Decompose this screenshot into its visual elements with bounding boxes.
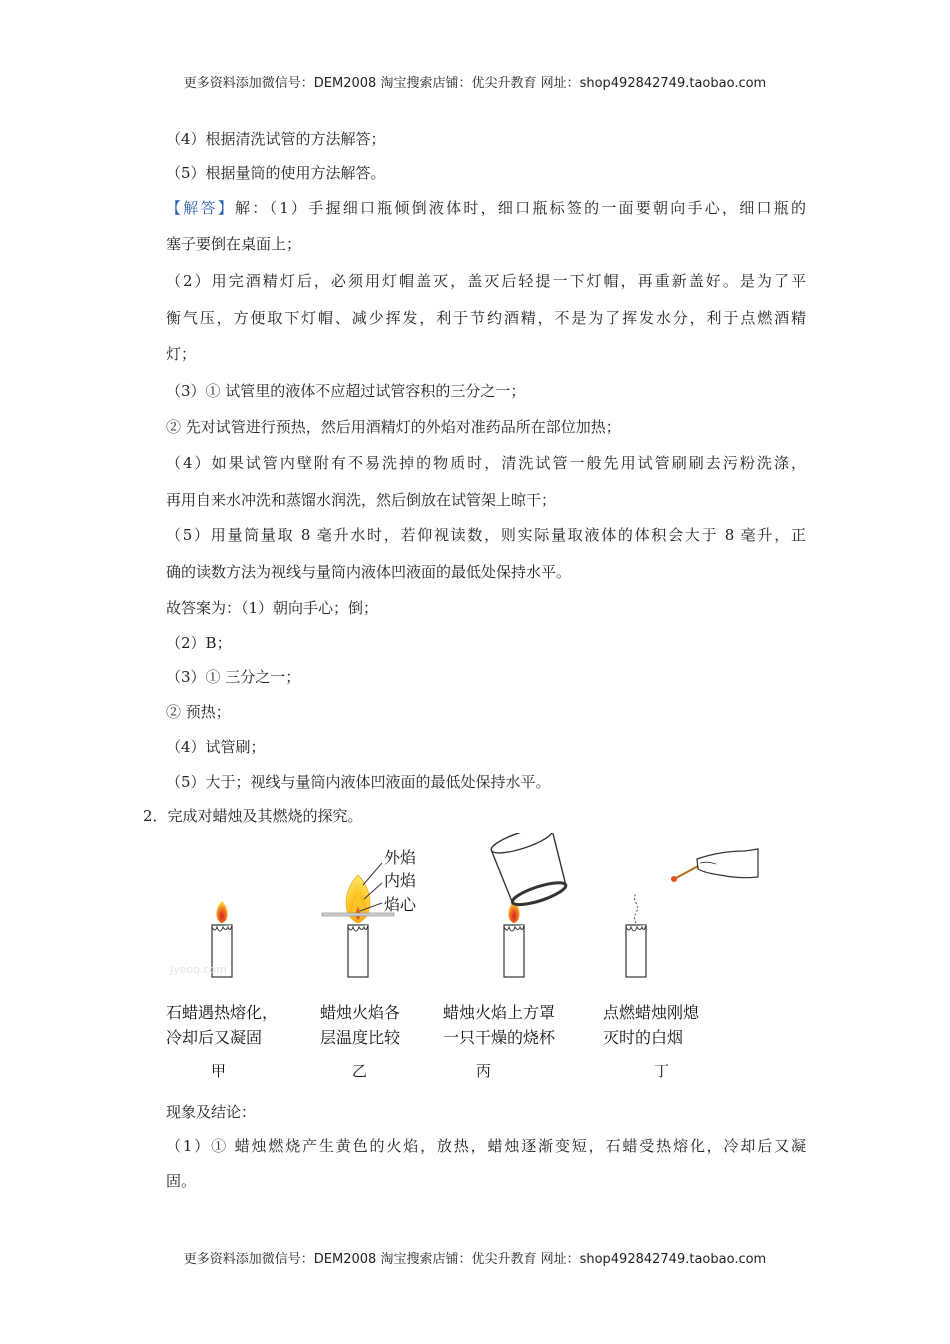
flame-label-outer: 外焰 (384, 848, 417, 867)
final-answer-line: （5）大于；视线与量筒内液体凹液面的最低处保持水平。 (166, 773, 551, 791)
answer-line: 衡气压，方便取下灯帽、减少挥发，利于节约酒精，不是为了挥发水分，利于点燃酒精 (166, 309, 806, 327)
answer-line: （2）用完酒精灯后，必须用灯帽盖灭，盖灭后轻提一下灯帽，再重新盖好。是为了平 (166, 272, 806, 290)
final-answer-line: 故答案为：（1）朝向手心；倒； (166, 599, 379, 617)
candle-experiment-figure (160, 833, 770, 983)
observation-heading: 现象及结论： (166, 1103, 257, 1121)
page-footer: 更多资料添加微信号：DEM2008 淘宝搜索店铺：优尖升教育 网址：shop492842749.taobao.com (183, 1252, 767, 1267)
answer-line: 确的读数方法为视线与量筒内液体凹液面的最低处保持水平。 (166, 563, 572, 581)
hand-icon (697, 849, 758, 878)
final-answer-line: ② 预热； (166, 703, 231, 721)
candle-bing (489, 833, 572, 977)
figure-label-ding: 丁 (654, 1062, 670, 1080)
flame-label-inner: 内焰 (384, 871, 417, 890)
beaker-icon (489, 833, 572, 911)
caption-ding: 点燃蜡烛刚熄 灭时的白烟 (603, 1003, 700, 1047)
answer-line: （5）用量筒量取 8 毫升水时，若仰视读数，则实际量取液体的体积会大于 8 毫升，正 (166, 526, 806, 544)
caption-yi: 蜡烛火焰各 层温度比较 (320, 1003, 401, 1047)
candle-ding (626, 849, 758, 977)
flame-label-core: 焰心 (384, 895, 417, 914)
figure-label-bing: 丙 (476, 1062, 492, 1080)
analysis-line-4: （4）根据清洗试管的方法解答； (166, 130, 386, 148)
answer-tag: 【解答】 (166, 199, 235, 217)
answer-line: 再用自来水冲洗和蒸馏水润洗，然后倒放在试管架上晾干； (166, 491, 557, 509)
final-answer-line: （4）试管刷； (166, 738, 266, 756)
caption-bing: 蜡烛火焰上方罩 一只干燥的烧杯 (443, 1003, 556, 1047)
watermark: Jyeoo.com (170, 963, 227, 976)
page-header: 更多资料添加微信号：DEM2008 淘宝搜索店铺：优尖升教育 网址：shop492842749.taobao.com (183, 76, 767, 91)
figure-label-jia: 甲 (211, 1062, 227, 1080)
answer-paragraph-1: 【解答】解：（1）手握细口瓶倾倒液体时，细口瓶标签的一面要朝向手心，细口瓶的 (166, 199, 806, 217)
answer-line: 塞子要倒在桌面上； (166, 235, 302, 253)
analysis-line-5: （5）根据量筒的使用方法解答。 (166, 164, 386, 182)
question-2-stem: 2．完成对蜡烛及其燃烧的探究。 (143, 807, 363, 825)
conclusion-line: （1）① 蜡烛燃烧产生黄色的火焰，放热，蜡烛逐渐变短，石蜡受热熔化，冷却后又凝 (166, 1137, 806, 1155)
final-answer-line: （3）① 三分之一； (166, 668, 301, 686)
answer-line: ② 先对试管进行预热，然后用酒精灯的外焰对准药品所在部位加热； (166, 418, 621, 436)
answer-line: （4）如果试管内壁附有不易洗掉的物质时，清洗试管一般先用试管刷刷去污粉洗涤， (166, 454, 806, 472)
answer-line: （3）① 试管里的液体不应超过试管容积的三分之一； (166, 382, 526, 400)
answer-line: 灯； (166, 345, 197, 363)
final-answer-line: （2）B； (166, 634, 232, 652)
conclusion-line: 固。 (166, 1172, 197, 1190)
caption-jia: 石蜡遇热熔化， 冷却后又凝固 (166, 1003, 279, 1047)
figure-label-yi: 乙 (352, 1062, 368, 1080)
